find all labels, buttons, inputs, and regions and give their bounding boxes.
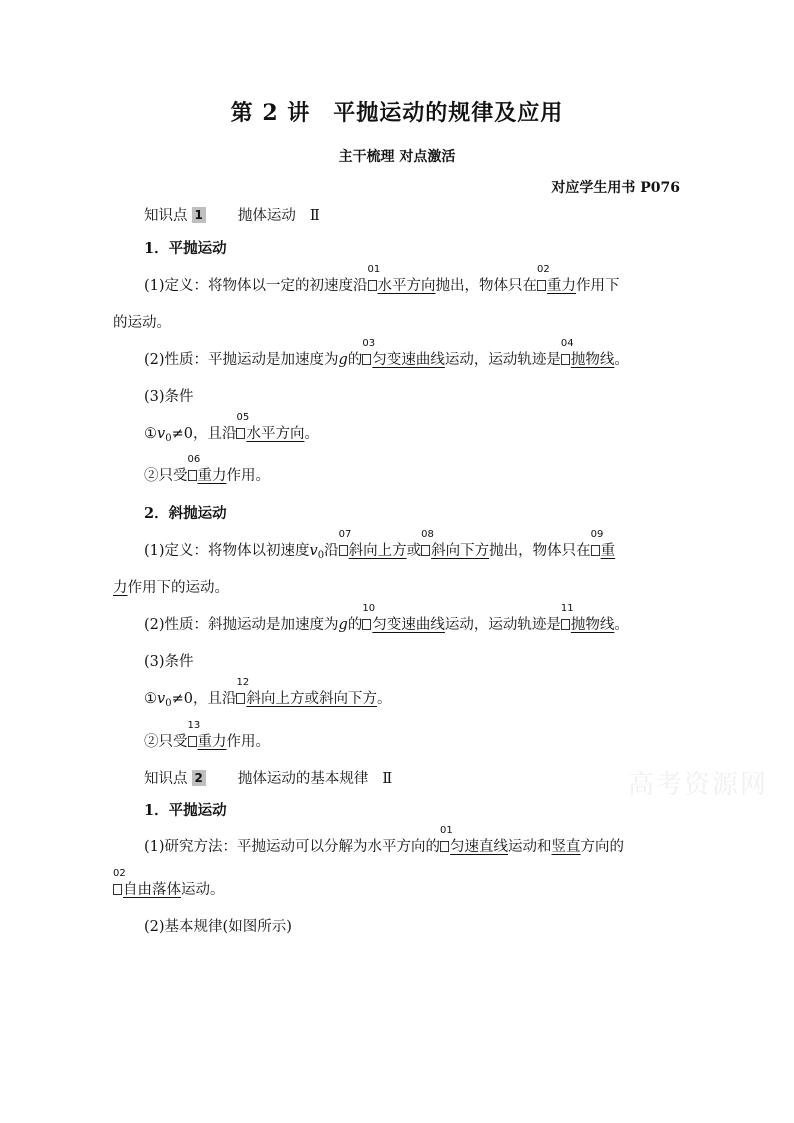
answer-blank: 04 抛物线 [560, 338, 615, 368]
answer-blank: 05 水平方向 [236, 412, 305, 442]
kp-name: 抛体运动的基本规律 [237, 771, 369, 787]
kp-number-badge: 2 [192, 770, 206, 786]
paragraph-line: (1)研究方法：平抛运动可以分解为水平方向的 01 匀速直线运动和竖直方向的 [144, 825, 625, 855]
paragraph-line: (1)定义：将物体以初速度$v_0$沿 07 斜向上方或 08 斜向下方抛出，物体只在 09 重 [144, 529, 616, 561]
paragraph-line: (1)定义：将物体以一定的初速度沿 01 水平方向抛出，物体只在 02 重力作用下 [144, 264, 620, 294]
paragraph-line: (2)基本规律(如图所示) [144, 919, 292, 935]
kp-level: Ⅱ [309, 208, 320, 224]
kp-level: Ⅱ [382, 771, 393, 787]
kp-number-badge: 1 [192, 207, 206, 223]
paragraph-line: 力作用下的运动。 [113, 580, 229, 596]
knowledge-point-1 [144, 206, 320, 226]
answer-blank: 02 自由落体 [113, 868, 181, 898]
answer-blank: 08 斜向下方 [421, 529, 490, 559]
answer-blank: 01 匀速直线 [440, 825, 509, 855]
section-heading-projectile: 1．平抛运动 [144, 240, 227, 257]
paragraph-line: (3)条件 [144, 389, 194, 405]
answer-blank: 06 重力 [187, 454, 227, 484]
paragraph-line: (2)性质：斜抛运动是加速度为g的 10 匀变速曲线运动，运动轨迹是 11 抛物线。 [144, 603, 629, 633]
kp-name: 抛体运动 [237, 208, 296, 224]
answer-blank-continued: 力 [113, 580, 128, 596]
answer-blank: 09 重 [590, 529, 616, 559]
answer-blank: 13 重力 [187, 720, 227, 750]
section-heading-projectile-rules: 1．平抛运动 [144, 802, 227, 819]
paragraph-line: 的运动。 [113, 315, 171, 331]
paragraph-line: ②只受 06 重力作用。 [144, 454, 270, 484]
section-heading-oblique: 2．斜抛运动 [144, 505, 227, 522]
answer-blank: 07 斜向上方 [338, 529, 407, 559]
knowledge-point-2 [144, 769, 392, 789]
answer-blank: 02 重力 [537, 264, 577, 294]
kp-label: 知识点 [144, 208, 188, 224]
answer-blank: 03 匀变速曲线 [362, 338, 445, 368]
paragraph-line: $①v_0\ne 0$，且沿 12 斜向上方或斜向下方。 [144, 677, 392, 709]
answer-blank: 11 抛物线 [560, 603, 615, 633]
paragraph-line: ②只受 13 重力作用。 [144, 720, 270, 750]
kp-label: 知识点 [144, 771, 188, 787]
answer-blank: 12 斜向上方或斜向下方 [236, 677, 377, 707]
paragraph-line: (3)条件 [144, 654, 194, 670]
lesson-title: 第 2 讲 平抛运动的规律及应用 [230, 100, 564, 126]
answer-blank: 10 匀变速曲线 [362, 603, 445, 633]
paragraph-line: $①v_0\ne 0$，且沿 05 水平方向。 [144, 412, 319, 444]
watermark: 高考资源网 [628, 770, 769, 800]
paragraph-line: 02 自由落体运动。 [113, 868, 225, 898]
paragraph-line: (2)性质：平抛运动是加速度为g的 03 匀变速曲线运动，运动轨迹是 04 抛物线。 [144, 338, 629, 368]
answer-blank: 01 水平方向 [367, 264, 436, 294]
page-reference: 对应学生用书 P076 [551, 180, 680, 196]
section-subtitle: 主干梳理 对点激活 [338, 149, 456, 165]
